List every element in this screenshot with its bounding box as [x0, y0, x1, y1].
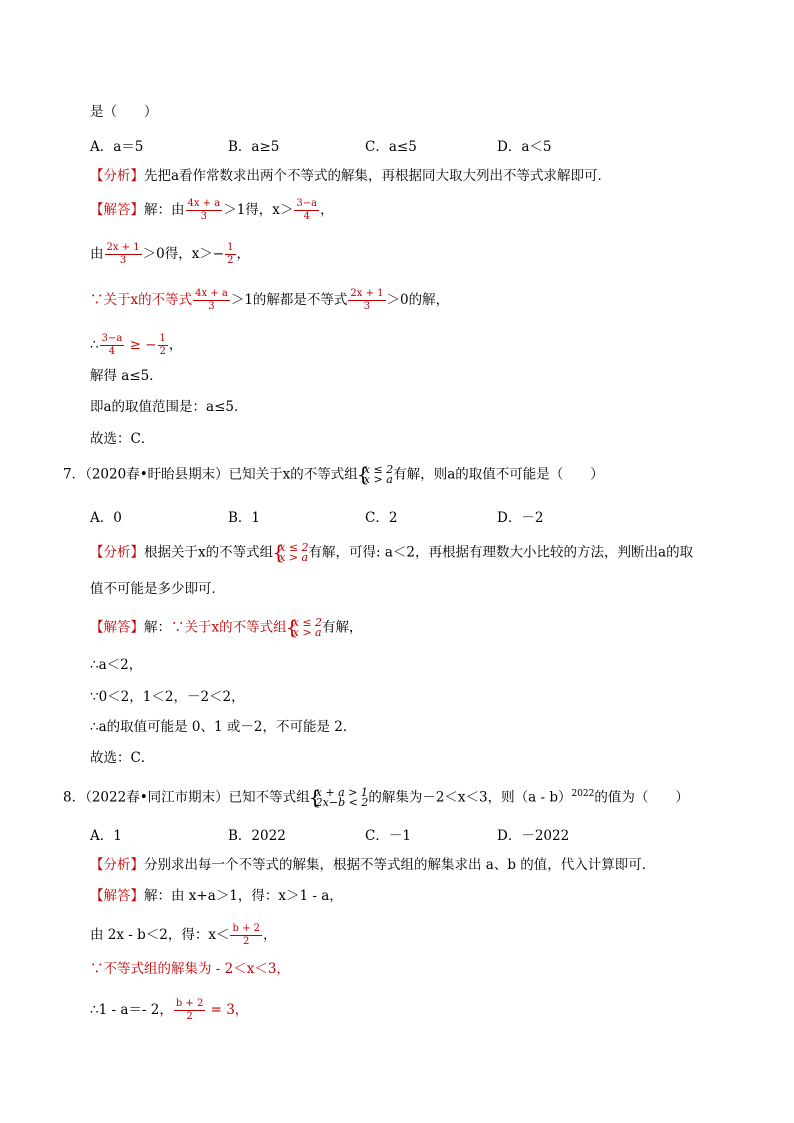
q7-answer-line4: ∴a的取值可能是 0、1 或－2，不可能是 2． [90, 719, 357, 735]
q8-answer-line2 [90, 923, 276, 948]
q6-tail: 是（ ） [90, 104, 158, 120]
q7-analysis-line2: 值不可能是多少即可． [90, 581, 225, 597]
analysis-text: 分别求出每一个不等式的解集，根据不等式组的解集求出 a、b 的值，代入计算即可． [144, 857, 656, 873]
text: 根据关于x的不等式组 [144, 544, 274, 561]
denominator: 3 [208, 301, 215, 312]
inequality-system [287, 618, 322, 638]
text: 8．（2022春•同江市期末）已知不等式组 [63, 789, 310, 806]
system-row: x > a [279, 551, 309, 564]
q6-option-c: C．a≤5 [365, 139, 417, 155]
text: 有解， [322, 619, 363, 636]
analysis-text: 先把a看作常数求出两个不等式的解集，再根据同大取大列出不等式求解即可． [144, 168, 612, 184]
q8-answer-line3: ∵不等式组的解集为 - 2＜x＜3， [90, 961, 290, 977]
q7-answer-line5: 故选：C． [90, 750, 155, 766]
text: ， [320, 202, 334, 218]
fraction [230, 923, 262, 948]
q6-answer-line7: 故选：C． [90, 431, 155, 447]
numerator: 4x + a [187, 198, 221, 209]
text: ∴ [90, 337, 99, 353]
q7-option-c: C．2 [365, 510, 398, 526]
q7-option-b: B．1 [228, 510, 261, 526]
q7-answer-line1 [90, 618, 363, 638]
denominator: 2 [227, 255, 234, 266]
text: ＞0的解， [386, 292, 450, 308]
q7-stem [63, 465, 604, 485]
text: ， [262, 927, 277, 943]
text: 的值为（ ） [594, 789, 689, 806]
text: 的解集为－2＜x＜3，则（a - b） [368, 789, 572, 806]
system-row: { x ≤ 2 [363, 463, 394, 476]
q6-option-b: B．a≥5 [228, 139, 280, 155]
q6-option-d: D．a＜5 [497, 139, 552, 155]
q8-answer-line1 [90, 887, 343, 905]
q7-analysis-line1 [90, 543, 693, 563]
text: 有解，则a的取值不可能是（ ） [393, 466, 604, 483]
system-row: x > a [292, 626, 322, 639]
system-row: { x + a > 1 [315, 786, 368, 799]
text: ≥ − [125, 337, 157, 353]
q8-stem [63, 785, 689, 808]
fraction [294, 198, 319, 223]
text: 7．（2020春•盱眙县期末）已知关于x的不等式组 [63, 466, 358, 483]
numerator: 3−a [101, 333, 123, 344]
text: 解：由 [144, 202, 185, 218]
inequality-system [358, 465, 393, 485]
numerator: 1 [227, 242, 234, 253]
q6-answer-line5: 解得 a≤5． [90, 368, 163, 384]
fraction [348, 288, 385, 313]
q6-answer-line6: 即a的取值范围是：a≤5． [90, 399, 248, 415]
system-row: { x ≤ 2 [279, 541, 309, 554]
text: ∵关于x的不等式组 [171, 619, 287, 636]
system-row: { x ≤ 2 [292, 616, 323, 629]
q6-answer-line3 [90, 288, 449, 313]
numerator: 3−a [296, 198, 318, 209]
q6-option-a: A．a＝5 [90, 139, 144, 155]
fraction [193, 288, 230, 313]
denominator: 3 [200, 211, 208, 222]
q7-answer-line3: ∵0＜2，1＜2，－2＜2， [90, 689, 245, 705]
text: ∵关于x的不等式 [90, 292, 193, 308]
analysis-tag: 【分析】 [90, 168, 144, 184]
denominator: 3 [119, 255, 127, 266]
exponent: 2022 [571, 789, 595, 799]
denominator: 4 [108, 346, 116, 357]
text: 由 2x - b＜2，得：x＜ [90, 927, 230, 943]
q7-option-a: A．0 [90, 510, 122, 526]
analysis-tag: 【分析】 [90, 857, 144, 873]
inequality-system [273, 543, 308, 563]
q6-answer-line4 [90, 333, 182, 358]
denominator: 2 [159, 346, 166, 357]
text: 解：由 x+a＞1，得：x＞1 - a， [144, 888, 343, 904]
answer-tag: 【解答】 [90, 202, 144, 218]
text: ＞0得，x＞− [142, 246, 225, 262]
fraction [105, 242, 142, 267]
q6-analysis [90, 167, 611, 185]
fraction [158, 333, 168, 358]
system-row: x > a [363, 473, 393, 486]
text: ∴1 - a＝- 2， [90, 1002, 173, 1018]
text: 有解，可得: a＜2，再根据有理数大小比较的方法，判断出a的取 [308, 544, 694, 561]
numerator: 1 [159, 333, 166, 344]
q6-answer-line1 [90, 198, 334, 223]
fraction [174, 998, 206, 1023]
answer-tag: 【解答】 [90, 888, 144, 904]
numerator: 2x + 1 [350, 288, 384, 299]
numerator: b + 2 [175, 998, 204, 1009]
q8-option-c: C．－1 [365, 828, 411, 844]
q8-option-a: A．1 [90, 828, 122, 844]
text: ＞1的解都是不等式 [230, 292, 348, 308]
inequality-system [310, 788, 369, 808]
q8-answer-line4 [90, 998, 248, 1023]
q7-answer-line2: ∴a＜2， [90, 657, 143, 673]
denominator: 3 [363, 301, 371, 312]
fraction [100, 333, 125, 358]
q6-answer-line2 [90, 242, 250, 267]
denominator: 4 [303, 211, 310, 222]
numerator: 2x + 1 [106, 242, 140, 253]
q8-analysis [90, 856, 655, 874]
text: ， [236, 246, 250, 262]
denominator: 2 [186, 1011, 193, 1022]
denominator: 2 [243, 936, 250, 947]
fraction [186, 198, 223, 223]
numerator: b + 2 [232, 923, 260, 934]
text: = 3， [206, 1002, 249, 1018]
q7-option-d: D．－2 [497, 510, 544, 526]
q8-option-d: D．－2022 [497, 828, 570, 844]
text: ＞1得，x＞ [223, 202, 294, 218]
text: 由 [90, 246, 104, 262]
text: ， [168, 337, 183, 353]
q8-option-b: B．2022 [228, 828, 286, 844]
numerator: 4x + a [195, 288, 228, 299]
analysis-tag: 【分析】 [90, 544, 144, 561]
answer-tag: 【解答】 [90, 619, 144, 636]
system-row: 2x−b < 2 [315, 796, 369, 809]
fraction [225, 242, 235, 267]
text: 解： [144, 619, 171, 636]
